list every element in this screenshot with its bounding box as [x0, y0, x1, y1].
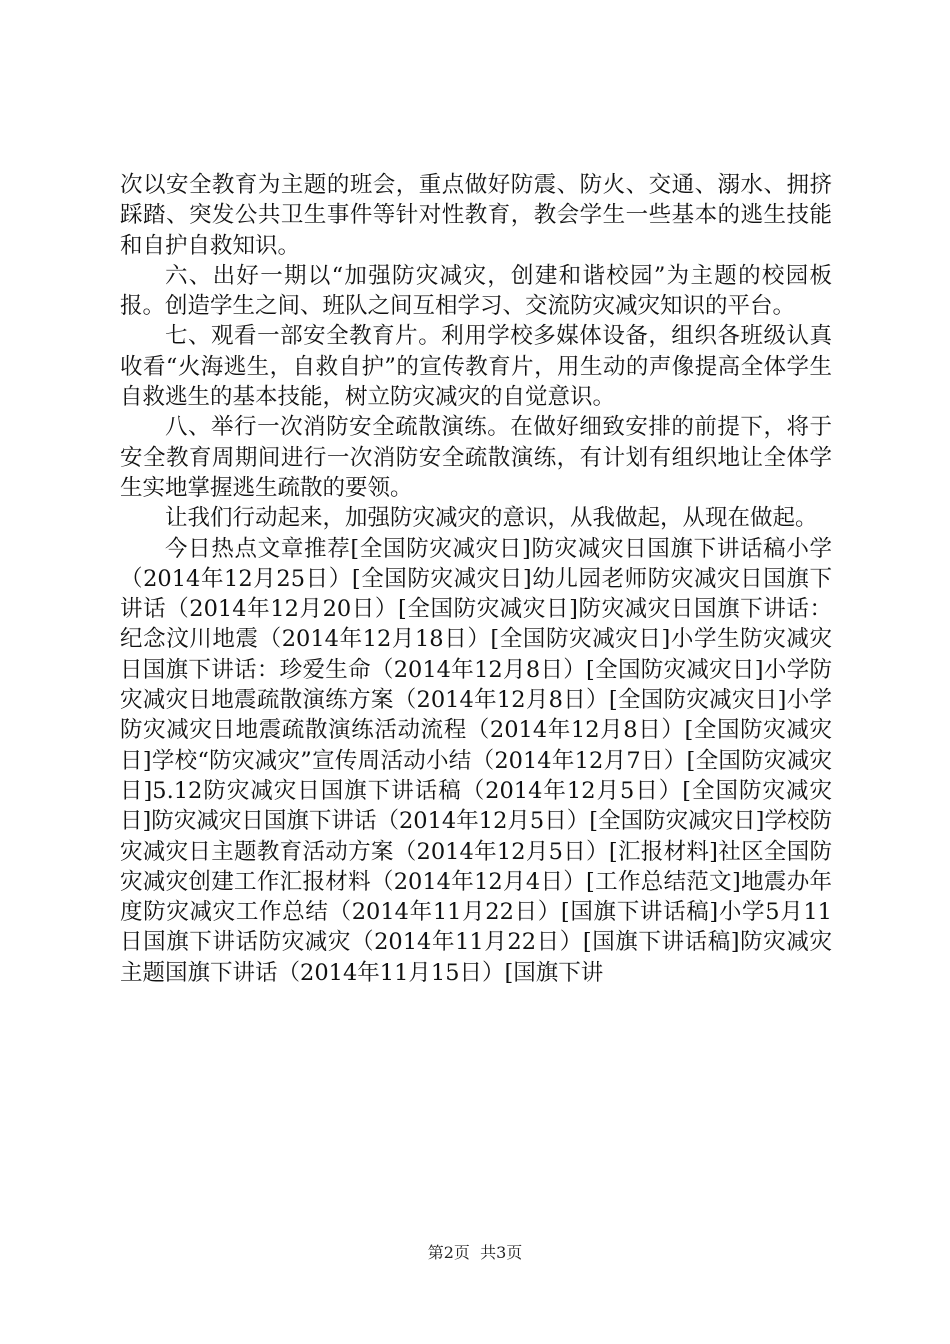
page-total: 共3页: [480, 1243, 523, 1262]
paragraph-recommended-articles: 今日热点文章推荐[全国防灾减灾日]防灾减灾日国旗下讲话稿小学（2014年12月25日）[全国防灾减灾日]幼儿园老师防灾减灾日国旗下讲话（2014年12月20日）[全国防灾减灾日]防灾减灾日国旗下讲话：纪念汶川地震（2014年12月18日）[全国防灾减灾日]小学生防灾减灾日国旗下讲话：珍爱生命（2014年12月8日）[全国防灾减灾日]小学防灾减灾日地震疏散演练方案（2014年12月8日）[全国防灾减灾日]小学防灾减灾日地震疏散演练活动流程（2014年12月8日）[全国防灾减灾日]学校“防灾减灾”宣传周活动小结（2014年12月7日）[全国防灾减灾日]5.12防灾减灾日国旗下讲话稿（2014年12月5日）[全国防灾减灾日]防灾减灾日国旗下讲话（2014年12月5日）[全国防灾减灾日]学校防灾减灾日主题教育活动方案（2014年12月5日）[汇报材料]社区全国防灾减灾创建工作汇报材料（2014年12月4日）[工作总结范文]地震办年度防灾减灾工作总结（2014年11月22日）[国旗下讲话稿]小学5月11日国旗下讲话防灾减灾（2014年11月22日）[国旗下讲话稿]防灾减灾主题国旗下讲话（2014年11月15日）[国旗下讲: [120, 535, 832, 986]
document-body: [120, 170, 832, 988]
paragraph-call-to-action: 让我们行动起来，加强防灾减灾的意识，从我做起，从现在做起。: [165, 505, 818, 532]
paragraph-item-7: 七、观看一部安全教育片。利用学校多媒体设备，组织各班级认真收看“火海逃生，自救自护”的宣传教育片，用生动的声像提高全体学生自救逃生的基本技能，树立防灾减灾的自觉意识。: [120, 323, 832, 411]
paragraph-item-8: 八、举行一次消防安全疏散演练。在做好细致安排的前提下，将于安全教育周期间进行一次消防安全疏散演练，有计划有组织地让全体学生实地掌握逃生疏散的要领。: [120, 414, 832, 501]
page-footer: [0, 1243, 950, 1263]
paragraph-item-6: 六、出好一期以“加强防灾减灾，创建和谐校园”为主题的校园板报。创造学生之间、班队之间互相学习、交流防灾减灾知识的平台。: [120, 262, 832, 320]
paragraph-continuation: 次以安全教育为主题的班会，重点做好防震、防火、交通、溺水、拥挤踩踏、突发公共卫生事件等针对性教育，教会学生一些基本的逃生技能和自护自救知识。: [120, 172, 832, 259]
page-number: 第2页: [427, 1243, 470, 1262]
